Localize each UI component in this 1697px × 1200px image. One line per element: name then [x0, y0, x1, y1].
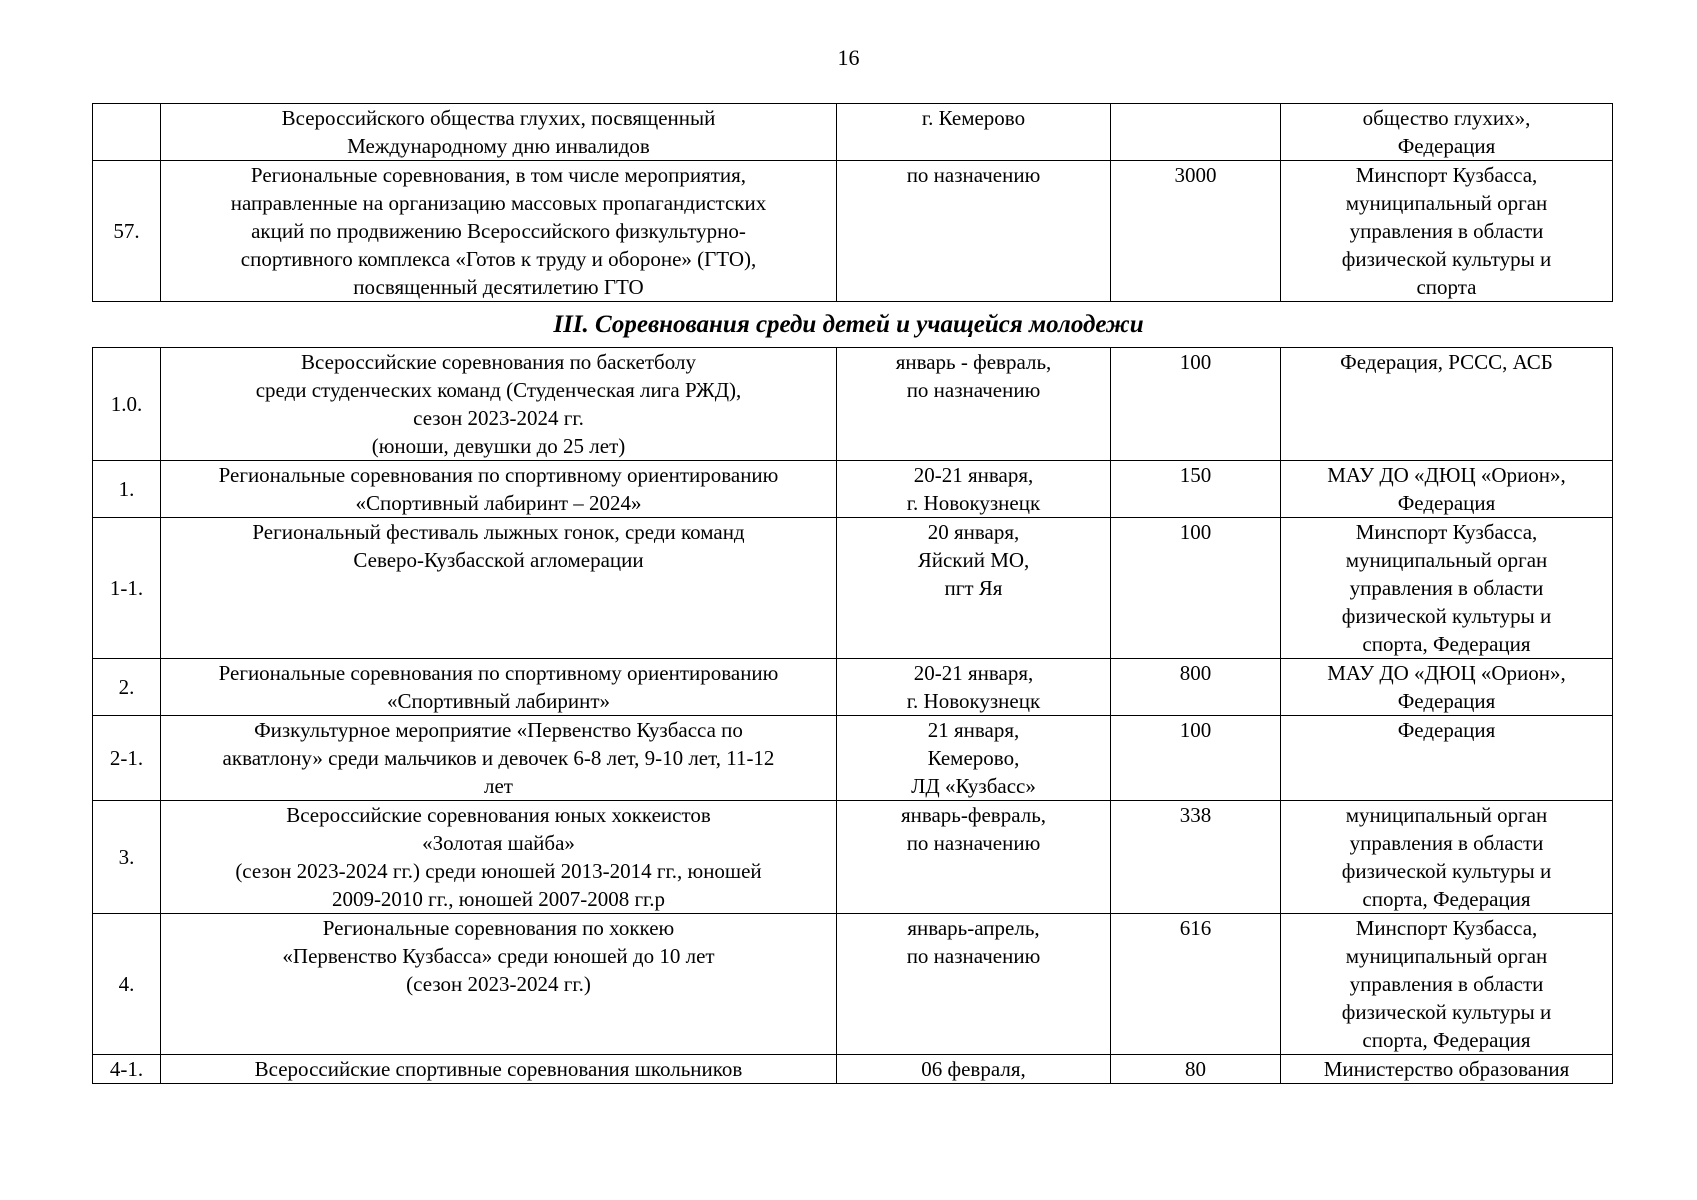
event-date-place-line: 20 января, [927, 520, 1020, 544]
organizer-line: управления в области [1349, 219, 1544, 243]
organizer-line: Министерство образования [1323, 1057, 1570, 1081]
event-name [161, 348, 837, 461]
organizer-line: спорта, Федерация [1362, 1028, 1531, 1052]
event-name [161, 801, 837, 914]
event-date-place-line: пгт Яя [944, 576, 1003, 600]
organizer-line: Федерация [1397, 689, 1496, 713]
event-name-line: Всероссийского общества глухих, посвященный [281, 106, 716, 130]
organizer [1281, 914, 1613, 1055]
event-name [161, 518, 837, 659]
table-body [93, 104, 1613, 302]
organizer-line: Федерация [1397, 134, 1496, 158]
organizer-line: муниципальный орган [1345, 191, 1548, 215]
organizer [1281, 161, 1613, 302]
organizer [1281, 104, 1613, 161]
organizer [1281, 461, 1613, 518]
event-name-line: Всероссийские соревнования по баскетболу [301, 350, 696, 374]
event-date-place-line: 21 января, [927, 718, 1020, 742]
event-name-line: (юноши, девушки до 25 лет) [371, 434, 626, 458]
table-row [93, 1055, 1613, 1084]
row-number: 1.0. [93, 348, 161, 461]
event-date-place-line: Яйский МО, [917, 548, 1030, 572]
event-name-line: спортивного комплекса «Готов к труду и обороне» (ГТО), [240, 247, 757, 271]
organizer-line: управления в области [1349, 831, 1544, 855]
organizer-line: МАУ ДО «ДЮЦ «Орион», [1327, 463, 1566, 487]
organizer-line: спорта, Федерация [1362, 887, 1531, 911]
event-date-place-line: 06 февраля, [921, 1057, 1026, 1081]
events-table-continued [92, 103, 1613, 302]
participants-count: 100 [1111, 518, 1281, 659]
organizer [1281, 659, 1613, 716]
event-date-place-line: 20-21 января, [913, 661, 1034, 685]
section-heading: III. Соревнования среди детей и учащейся молодежи [553, 311, 1144, 338]
page-number: 16 [837, 45, 860, 70]
event-name-line: «Первенство Кузбасса» среди юношей до 10 лет [282, 944, 715, 968]
event-name [161, 914, 837, 1055]
event-date-place-line: январь-апрель, [907, 916, 1040, 940]
event-name [161, 716, 837, 801]
table-row [93, 801, 1613, 914]
organizer-line: Минспорт Кузбасса, [1355, 916, 1538, 940]
event-name-line: акций по продвижению Всероссийского физкультурно- [251, 219, 746, 243]
organizer-line: муниципальный орган [1345, 803, 1548, 827]
event-name-line: (сезон 2023-2024 гг.) [406, 972, 591, 996]
event-name [161, 461, 837, 518]
event-date-place [837, 1055, 1111, 1084]
organizer [1281, 1055, 1613, 1084]
organizer-line: муниципальный орган [1345, 548, 1548, 572]
event-name-line: Всероссийские спортивные соревнования школьников [254, 1057, 743, 1081]
row-number: 1. [93, 461, 161, 518]
participants-count: 150 [1111, 461, 1281, 518]
organizer-line: общество глухих», [1362, 106, 1531, 130]
organizer [1281, 348, 1613, 461]
participants-count: 100 [1111, 716, 1281, 801]
organizer-line: физической культуры и [1341, 1000, 1552, 1024]
row-number: 57. [93, 161, 161, 302]
row-number: 3. [93, 801, 161, 914]
table-body [93, 348, 1613, 1084]
table-row [93, 914, 1613, 1055]
event-date-place [837, 659, 1111, 716]
event-name-line: Региональные соревнования по хоккею [322, 916, 675, 940]
event-date-place [837, 914, 1111, 1055]
participants-count: 80 [1111, 1055, 1281, 1084]
event-name-line: «Спортивный лабиринт» [386, 689, 610, 713]
event-name-line: Региональные соревнования по спортивному ориентированию [218, 463, 779, 487]
event-date-place-line: январь - февраль, [895, 350, 1052, 374]
event-date-place [837, 161, 1111, 302]
event-date-place-line: г. Кемерово [921, 106, 1026, 130]
row-number: 2-1. [93, 716, 161, 801]
organizer-line: спорта, Федерация [1362, 632, 1531, 656]
organizer-line: физической культуры и [1341, 859, 1552, 883]
participants-count: 3000 [1111, 161, 1281, 302]
organizer-line: Минспорт Кузбасса, [1355, 520, 1538, 544]
organizer-line: Минспорт Кузбасса, [1355, 163, 1538, 187]
event-date-place-line: г. Новокузнецк [906, 689, 1041, 713]
organizer [1281, 716, 1613, 801]
event-name-line: лет [484, 774, 513, 798]
event-name-line: «Золотая шайба» [422, 831, 575, 855]
event-name-line: Региональные соревнования, в том числе мероприятия, [250, 163, 747, 187]
participants-count: 616 [1111, 914, 1281, 1055]
row-number: 1-1. [93, 518, 161, 659]
event-name [161, 104, 837, 161]
table-row [93, 716, 1613, 801]
event-name-line: Физкультурное мероприятие «Первенство Кузбасса по [254, 718, 743, 742]
organizer-line: Федерация, РССС, АСБ [1340, 350, 1553, 374]
row-number [93, 104, 161, 161]
event-name [161, 1055, 837, 1084]
organizer [1281, 801, 1613, 914]
event-date-place [837, 348, 1111, 461]
event-name-line: Региональные соревнования по спортивному ориентированию [218, 661, 779, 685]
table-row [93, 659, 1613, 716]
organizer-line: МАУ ДО «ДЮЦ «Орион», [1327, 661, 1566, 685]
event-name [161, 659, 837, 716]
organizer-line: управления в области [1349, 576, 1544, 600]
participants-count: 100 [1111, 348, 1281, 461]
event-date-place-line: по назначению [906, 163, 1041, 187]
row-number: 2. [93, 659, 161, 716]
table-row [93, 104, 1613, 161]
row-number: 4. [93, 914, 161, 1055]
event-date-place [837, 104, 1111, 161]
event-name-line: Региональный фестиваль лыжных гонок, среди команд [252, 520, 745, 544]
event-name-line: Международному дню инвалидов [347, 134, 650, 158]
event-date-place-line: по назначению [906, 944, 1041, 968]
event-date-place-line: ЛД «Кузбасс» [911, 774, 1036, 798]
event-date-place-line: по назначению [906, 378, 1041, 402]
table-row [93, 461, 1613, 518]
organizer-line: Федерация [1397, 718, 1496, 742]
event-date-place-line: по назначению [906, 831, 1041, 855]
event-date-place-line: 20-21 января, [913, 463, 1034, 487]
row-number: 4-1. [93, 1055, 161, 1084]
event-name-line: направленные на организацию массовых пропагандистских [230, 191, 767, 215]
event-name-line: сезон 2023-2024 гг. [413, 406, 584, 430]
organizer-line: спорта [1416, 275, 1477, 299]
event-name-line: 2009-2010 гг., юношей 2007-2008 гг.р [331, 887, 666, 911]
event-name-line: Всероссийские соревнования юных хоккеистов [286, 803, 711, 827]
event-date-place [837, 518, 1111, 659]
organizer-line: муниципальный орган [1345, 944, 1548, 968]
participants-count: 338 [1111, 801, 1281, 914]
event-name-line: Северо-Кузбасской агломерации [353, 548, 644, 572]
organizer-line: Федерация [1397, 491, 1496, 515]
event-date-place-line: г. Новокузнецк [906, 491, 1041, 515]
table-row [93, 161, 1613, 302]
participants-count: 800 [1111, 659, 1281, 716]
table-row [93, 348, 1613, 461]
event-date-place [837, 461, 1111, 518]
organizer [1281, 518, 1613, 659]
table-row [93, 518, 1613, 659]
events-table-children-youth [92, 347, 1613, 1084]
event-name-line: посвященный десятилетию ГТО [353, 275, 644, 299]
organizer-line: управления в области [1349, 972, 1544, 996]
event-name [161, 161, 837, 302]
organizer-line: физической культуры и [1341, 604, 1552, 628]
event-name-line: акватлону» среди мальчиков и девочек 6-8 лет, 9-10 лет, 11-12 [222, 746, 775, 770]
event-name-line: (сезон 2023-2024 гг.) среди юношей 2013-2014 гг., юношей [235, 859, 762, 883]
event-name-line: «Спортивный лабиринт – 2024» [355, 491, 642, 515]
event-date-place-line: Кемерово, [927, 746, 1020, 770]
event-date-place [837, 716, 1111, 801]
participants-count [1111, 104, 1281, 161]
event-name-line: среди студенческих команд (Студенческая лига РЖД), [255, 378, 742, 402]
event-date-place-line: январь-февраль, [900, 803, 1047, 827]
event-date-place [837, 801, 1111, 914]
organizer-line: физической культуры и [1341, 247, 1552, 271]
